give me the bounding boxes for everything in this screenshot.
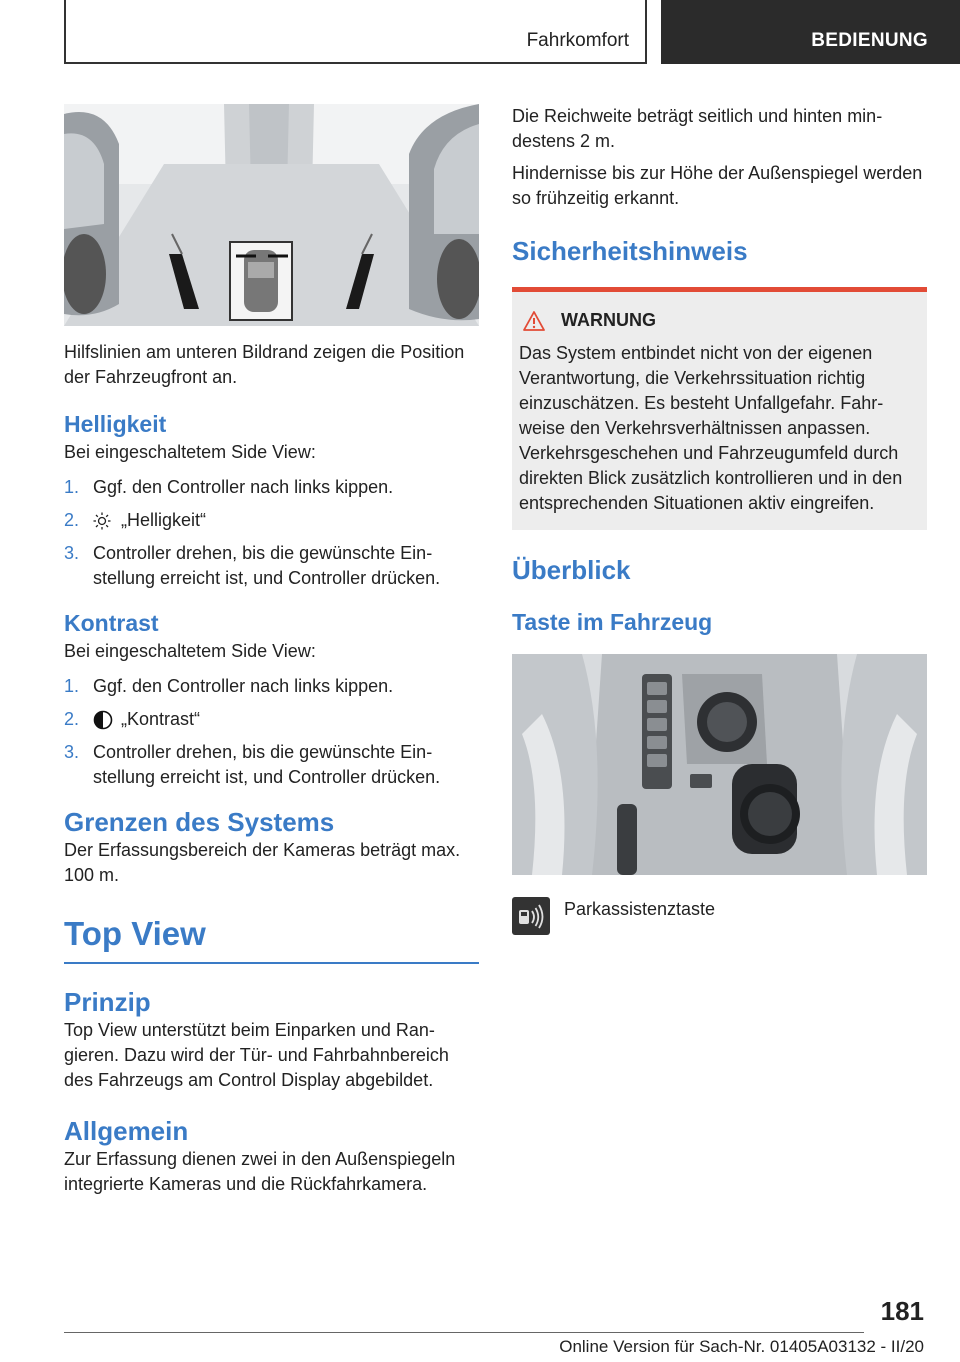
- header-chapter-tab: [661, 0, 960, 64]
- warning-text: Das System entbindet nicht von der eigenen Verantwortung, die Verkehrssituation richtig einzuschätzen. Es besteht Unfallgefahr. Fahrweise den Verkehrsverhältnissen anpassen. Verkehrsgeschehen und Fahrzeugumfeld durch direkten Blick zusätzlich kontrollieren und in den entsprechenden Situationen aktiv eingreifen.: [519, 343, 903, 513]
- step-text: Ggf. den Controller nach links kippen.: [93, 676, 394, 696]
- warning-title: WARNUNG: [561, 310, 656, 330]
- step-text: Controller drehen, bis die gewünschte Einstellung erreicht ist, und Controller drücken.: [93, 543, 441, 588]
- step-number: 2.: [64, 510, 80, 530]
- sun-icon: [93, 508, 121, 533]
- contrast-icon: [93, 707, 121, 732]
- grenzen-heading: Grenzen des Systems: [64, 807, 335, 837]
- kontrast-intro: Bei eingeschaltetem Side View:: [64, 641, 316, 661]
- allgemein-text: Zur Erfassung dienen zwei in den Außenspiegeln integrierte Kameras und die Rückfahrkamera.: [64, 1149, 456, 1194]
- step-text: „Kontrast“: [121, 709, 201, 729]
- prinzip-text: Top View unterstützt beim Einparken und Rangieren. Dazu wird der Tür- und Fahrbahnbereich des Fahrzeugs am Control Display abgebildet.: [64, 1020, 449, 1090]
- kontrast-heading: Kontrast: [64, 610, 159, 636]
- list-item: [64, 740, 479, 790]
- page-number: 181: [880, 1296, 924, 1326]
- online-version-footer: Online Version für Sach-Nr. 01405A03132 - II/20: [559, 1337, 924, 1356]
- kontrast-steps: [64, 674, 479, 790]
- left-column: [64, 104, 479, 1197]
- step-number: 3.: [64, 742, 80, 762]
- header-chapter-title: BEDIENUNG: [811, 30, 928, 51]
- list-item: [64, 508, 479, 533]
- step-number: 2.: [64, 709, 80, 729]
- ueberblick-heading: Überblick: [512, 555, 631, 585]
- button-caption: Parkassistenztaste: [564, 899, 716, 919]
- header-section-title: Fahrkomfort: [526, 30, 629, 51]
- park-assist-button-icon: [512, 897, 550, 935]
- right-column: [512, 104, 928, 935]
- topview-rule: [64, 962, 479, 964]
- step-number: 1.: [64, 676, 80, 696]
- step-number: 1.: [64, 477, 80, 497]
- helligkeit-heading: Helligkeit: [64, 411, 167, 437]
- warning-triangle-icon: [523, 311, 545, 331]
- helligkeit-steps: [64, 475, 479, 591]
- sicherheit-heading: Sicherheitshinweis: [512, 236, 748, 266]
- button-caption-row: [512, 897, 928, 935]
- grenzen-text: Der Erfassungsbereich der Kameras beträgt max. 100 m.: [64, 840, 461, 885]
- step-number: 3.: [64, 543, 80, 563]
- step-text: Ggf. den Controller nach links kippen.: [93, 477, 394, 497]
- warning-title-row: [523, 310, 920, 331]
- figure-caption: Hilfslinien am unteren Bildrand zeigen die Position der Fahrzeugfront an.: [64, 342, 465, 387]
- footer-rule: [64, 1332, 864, 1333]
- list-item: [64, 707, 479, 732]
- hindernisse-text: Hindernisse bis zur Höhe der Außenspiegel werden so frühzeitig erkannt.: [512, 163, 923, 208]
- topview-heading: Top View: [64, 915, 206, 952]
- taste-heading: Taste im Fahrzeug: [512, 609, 713, 635]
- header-section-box: [64, 0, 647, 64]
- warning-box: [512, 292, 927, 530]
- allgemein-heading: Allgemein: [64, 1116, 189, 1146]
- helligkeit-intro: Bei eingeschaltetem Side View:: [64, 442, 316, 462]
- prinzip-heading: Prinzip: [64, 987, 151, 1017]
- list-item: [64, 541, 479, 591]
- step-text: Controller drehen, bis die gewünschte Einstellung erreicht ist, und Controller drücken.: [93, 742, 441, 787]
- reichweite-text: Die Reichweite beträgt seitlich und hinten mindestens 2 m.: [512, 106, 883, 151]
- list-item: [64, 674, 479, 699]
- side-view-camera-illustration: [64, 104, 479, 326]
- center-console-illustration: [512, 654, 927, 875]
- list-item: [64, 475, 479, 500]
- step-text: „Helligkeit“: [121, 510, 207, 530]
